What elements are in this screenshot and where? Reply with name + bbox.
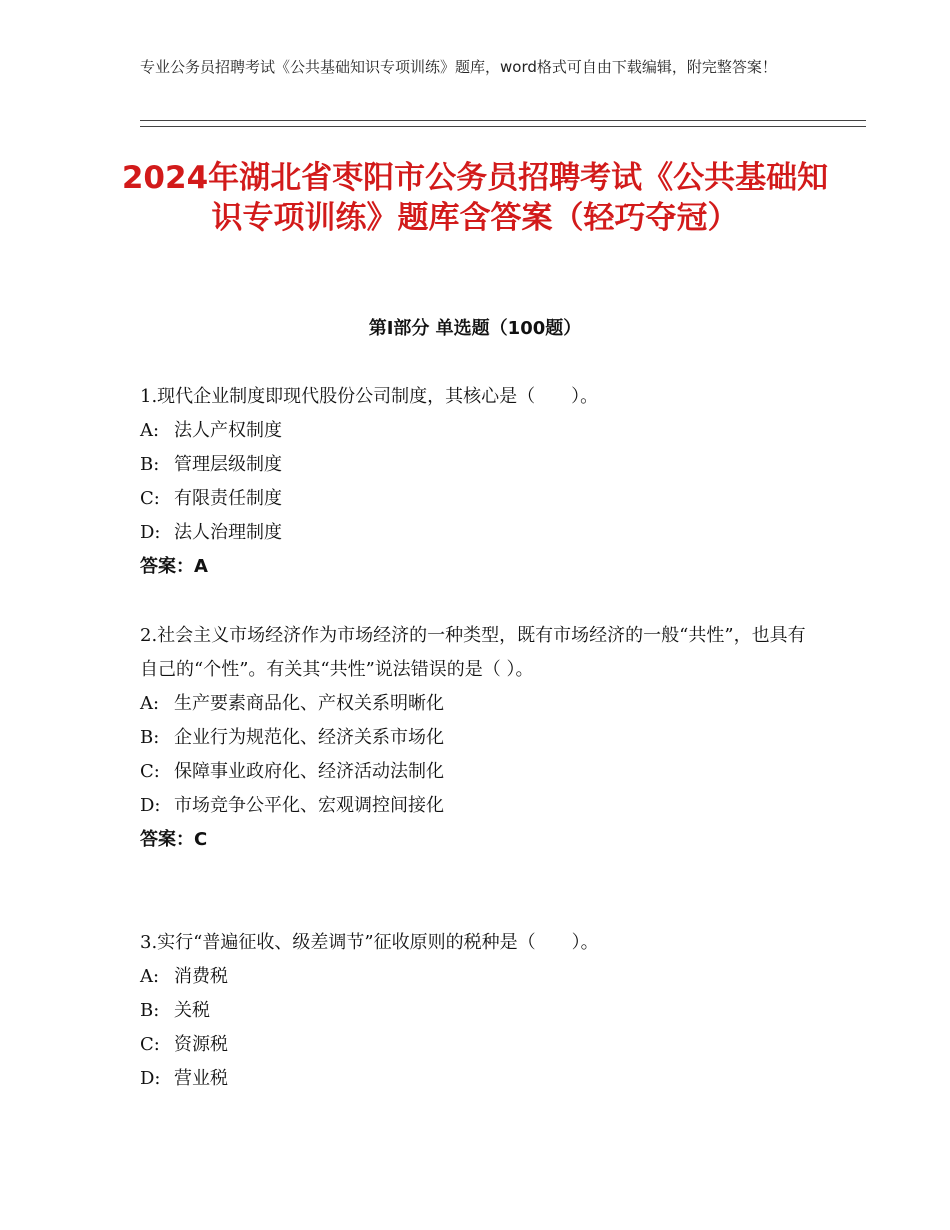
option-text: 生产要素商品化、产权关系明晰化 xyxy=(174,693,444,714)
option-letter: D: xyxy=(140,795,161,816)
document-title: 2024年湖北省枣阳市公务员招聘考试《公共基础知识专项训练》题库含答案（轻巧夺冠） xyxy=(121,160,829,236)
option-c xyxy=(140,1028,820,1062)
option-letter: B: xyxy=(140,727,160,748)
option-letter: C: xyxy=(140,1034,160,1055)
option-a xyxy=(140,687,820,721)
option-text: 关税 xyxy=(174,1000,210,1021)
option-letter: C: xyxy=(140,488,160,509)
option-text: 有限责任制度 xyxy=(174,488,282,509)
answer: 答案：C xyxy=(140,829,208,850)
question-stem: 3.实行“普遍征收、级差调节”征收原则的税种是（ ）。 xyxy=(140,932,599,953)
option-letter: A: xyxy=(140,966,160,987)
option-letter: B: xyxy=(140,1000,160,1021)
option-b xyxy=(140,994,820,1028)
section-title: 第Ⅰ部分 单选题（100题） xyxy=(368,318,582,339)
question-1 xyxy=(140,380,820,584)
option-letter: A: xyxy=(140,693,160,714)
option-letter: B: xyxy=(140,454,160,475)
option-b xyxy=(140,721,820,755)
option-text: 法人治理制度 xyxy=(174,522,282,543)
option-text: 企业行为规范化、经济关系市场化 xyxy=(174,727,444,748)
option-letter: D: xyxy=(140,1068,161,1089)
option-text: 资源税 xyxy=(174,1034,228,1055)
option-a xyxy=(140,414,820,448)
question-2 xyxy=(140,619,820,857)
option-text: 消费税 xyxy=(174,966,228,987)
option-d xyxy=(140,1062,820,1096)
option-text: 管理层级制度 xyxy=(174,454,282,475)
page-header: 专业公务员招聘考试《公共基础知识专项训练》题库，word格式可自由下载编辑，附完整答案！ xyxy=(140,58,777,76)
question-3 xyxy=(140,926,820,1096)
option-text: 保障事业政府化、经济活动法制化 xyxy=(174,761,444,782)
question-stem: 2.社会主义市场经济作为市场经济的一种类型，既有市场经济的一般“共性”，也具有自己的“个性”。有关其“共性”说法错误的是（ ）。 xyxy=(140,625,806,680)
option-d xyxy=(140,516,820,550)
header-divider xyxy=(140,120,866,127)
option-letter: C: xyxy=(140,761,160,782)
question-stem: 1.现代企业制度即现代股份公司制度，其核心是（ ）。 xyxy=(140,386,599,407)
option-letter: A: xyxy=(140,420,160,441)
answer: 答案：A xyxy=(140,556,208,577)
option-d xyxy=(140,789,820,823)
option-text: 市场竞争公平化、宏观调控间接化 xyxy=(174,795,444,816)
option-text: 营业税 xyxy=(174,1068,228,1089)
option-c xyxy=(140,482,820,516)
option-text: 法人产权制度 xyxy=(174,420,282,441)
option-letter: D: xyxy=(140,522,161,543)
option-a xyxy=(140,960,820,994)
option-c xyxy=(140,755,820,789)
option-b xyxy=(140,448,820,482)
